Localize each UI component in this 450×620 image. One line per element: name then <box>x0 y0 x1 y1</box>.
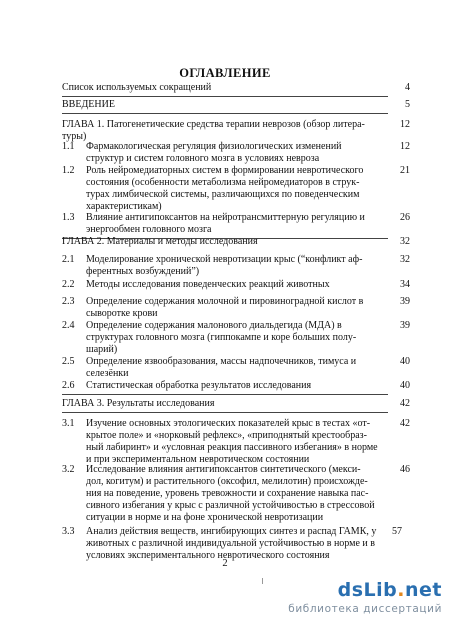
toc-entry <box>62 254 410 278</box>
page-number: 2 <box>222 558 228 569</box>
toc-entry-line: дол, когитум) и растительного (оксофил, мелилотин) происхожде- <box>86 476 368 487</box>
toc-entry <box>62 380 410 392</box>
toc-entry-page: 42 <box>400 418 410 429</box>
toc-entry-text <box>86 165 380 213</box>
toc-entry <box>62 212 410 236</box>
toc-entry-page: 40 <box>400 380 410 391</box>
toc-entry-line: Роль нейромедиаторных систем в формировании невротического <box>86 165 364 176</box>
toc-entry-page: 26 <box>400 212 410 223</box>
toc-entry <box>62 165 410 213</box>
watermark-caption: библиотека диссертаций <box>288 603 442 615</box>
toc-entry-number: 2.5 <box>62 356 75 367</box>
toc-entry-line: Фармакологическая регуляция физиологических изменений <box>86 141 342 152</box>
toc-entry-number: 1.3 <box>62 212 75 223</box>
toc-entry <box>62 236 410 248</box>
toc-entry-line: Исследование влияния антигипоксантов синтетического (мекси- <box>86 464 361 475</box>
toc-entry-number: 2.2 <box>62 279 75 290</box>
toc-entry-line: и при экспериментальном невротическом состоянии <box>86 454 310 465</box>
toc-entry-page: 21 <box>400 165 410 176</box>
toc-entry-line: Изучение основных этологических показателей крыс в тестах «от- <box>86 418 371 429</box>
toc-entry-text <box>86 296 380 320</box>
toc-entry-page: 42 <box>400 398 410 409</box>
toc-entry-number: 2.6 <box>62 380 75 391</box>
toc-entry-line: ный лабиринт» и «условная реакция пассивного избегания» в норме <box>86 442 378 453</box>
toc-entry <box>62 141 410 165</box>
toc-entry-line: ГЛАВА 2. Материалы и методы исследования <box>62 236 258 247</box>
toc-entry <box>62 296 410 320</box>
toc-entry-text <box>62 119 380 143</box>
toc-entry-page: 57 <box>392 526 402 537</box>
toc-entry-text <box>62 398 380 410</box>
toc-entry-line: турах лимбической системы, различающихся по поведенческим <box>86 189 360 200</box>
section-divider <box>62 394 388 395</box>
toc-entry-page: 40 <box>400 356 410 367</box>
toc-entry-line: Статистическая обработка результатов исследования <box>86 380 312 391</box>
watermark-brand: dsLib.net <box>337 579 442 601</box>
dslib-watermark-logo <box>272 579 442 617</box>
toc-entry <box>62 526 402 562</box>
toc-title: ОГЛАВЛЕНИЕ <box>179 66 271 80</box>
toc-entry-number: 2.3 <box>62 296 75 307</box>
toc-entry-line: Список используемых сокращений <box>62 82 212 93</box>
toc-entry <box>62 119 410 143</box>
toc-entry-line: структур и систем головного мозга в условиях невроза <box>86 153 320 164</box>
toc-entry <box>62 99 410 111</box>
toc-entry-line: состояния (особенности метаболизма нейромедиаторов в струк- <box>86 177 360 188</box>
toc-entry-page: 12 <box>400 141 410 152</box>
toc-entry <box>62 320 410 356</box>
toc-entry <box>62 279 410 291</box>
toc-entry-line: структурах головного мозга (гиппокампе и коре больших полу- <box>86 332 357 343</box>
toc-entry-number: 1.2 <box>62 165 75 176</box>
toc-entry-text <box>86 526 386 562</box>
toc-entry-line: крытое поле» и «норковый рефлекс», «приподнятый крестообраз- <box>86 430 367 441</box>
toc-entry-number: 1.1 <box>62 141 75 152</box>
toc-entry-text <box>62 236 380 248</box>
toc-entry-page: 12 <box>400 119 410 130</box>
toc-entry <box>62 82 410 94</box>
toc-entry-line: Моделирование хронической невротизации крыс (“конфликт аф- <box>86 254 363 265</box>
toc-entry-text <box>86 212 380 236</box>
toc-entry <box>62 418 410 466</box>
toc-entry-line: характеристикам) <box>86 201 162 212</box>
toc-entry-line: Определение содержания молочной и пировиноградной кислот в <box>86 296 364 307</box>
toc-entry-text <box>86 279 380 291</box>
toc-entry-line: Методы исследования поведенческих реакций животных <box>86 279 330 290</box>
toc-entry-page: 39 <box>400 320 410 331</box>
toc-entry <box>62 398 410 410</box>
section-divider <box>62 96 388 97</box>
toc-entry-text <box>62 82 380 94</box>
toc-entry-text <box>86 380 380 392</box>
toc-entry-page: 4 <box>405 82 410 93</box>
toc-entry-text <box>86 141 380 165</box>
toc-entry-text <box>86 320 380 356</box>
toc-entry-line: сыворотке крови <box>86 308 158 319</box>
toc-entry-page: 39 <box>400 296 410 307</box>
toc-entry-number: 3.1 <box>62 418 75 429</box>
toc-entry-number: 3.3 <box>62 526 75 537</box>
toc-entry-line: сивного избегания у крыс с различной устойчивостью в стрессовой <box>86 500 375 511</box>
toc-entry-line: условиях экспериментального невротического состояния <box>86 550 330 561</box>
toc-entry-line: ГЛАВА 1. Патогенетические средства терапии неврозов (обзор литера- <box>62 119 365 130</box>
scan-mark <box>262 578 263 584</box>
toc-entry <box>62 464 410 524</box>
toc-entry-text <box>86 254 380 278</box>
toc-entry-page: 46 <box>400 464 410 475</box>
toc-entry-number: 2.1 <box>62 254 75 265</box>
toc-entry-text <box>62 99 380 111</box>
toc-entry-page: 32 <box>400 236 410 247</box>
toc-entry-line: шарий) <box>86 344 118 355</box>
toc-entry-page: 34 <box>400 279 410 290</box>
toc-entry-line: селезёнки <box>86 368 129 379</box>
toc-entry-line: ситуации в норме и на фоне хронической невротизации <box>86 512 324 523</box>
toc-entry-line: Определение язвообразования, массы надпочечников, тимуса и <box>86 356 357 367</box>
toc-entry-line: животных с различной индивидуальной устойчивостью в норме и в <box>86 538 375 549</box>
toc-entry-page: 5 <box>405 99 410 110</box>
toc-entry-number: 2.4 <box>62 320 75 331</box>
toc-entry <box>62 356 410 380</box>
toc-entry-line: Анализ действия веществ, ингибирующих синтез и распад ГАМК, у <box>86 526 377 537</box>
section-divider <box>62 113 388 114</box>
toc-entry-number: 3.2 <box>62 464 75 475</box>
toc-entry-text <box>86 464 380 524</box>
toc-entry-line: ния на поведение, уровень тревожности и сохранение навыка пас- <box>86 488 369 499</box>
toc-entry-line: туры) <box>62 131 87 142</box>
toc-entry-page: 32 <box>400 254 410 265</box>
toc-entry-text <box>86 356 380 380</box>
toc-entry-line: ВВЕДЕНИЕ <box>62 99 115 110</box>
toc-entry-text <box>86 418 380 466</box>
toc-entry-line: Влияние антигипоксантов на нейротрансмиттерную регуляцию и <box>86 212 365 223</box>
toc-entry-line: ГЛАВА 3. Результаты исследования <box>62 398 215 409</box>
toc-entry-line: ферентных возбуждений”) <box>86 266 200 277</box>
section-divider <box>62 412 388 413</box>
toc-entry-line: Определение содержания малонового диальдегида (МДА) в <box>86 320 342 331</box>
toc-entry-line: энергообмен головного мозга <box>86 224 212 235</box>
